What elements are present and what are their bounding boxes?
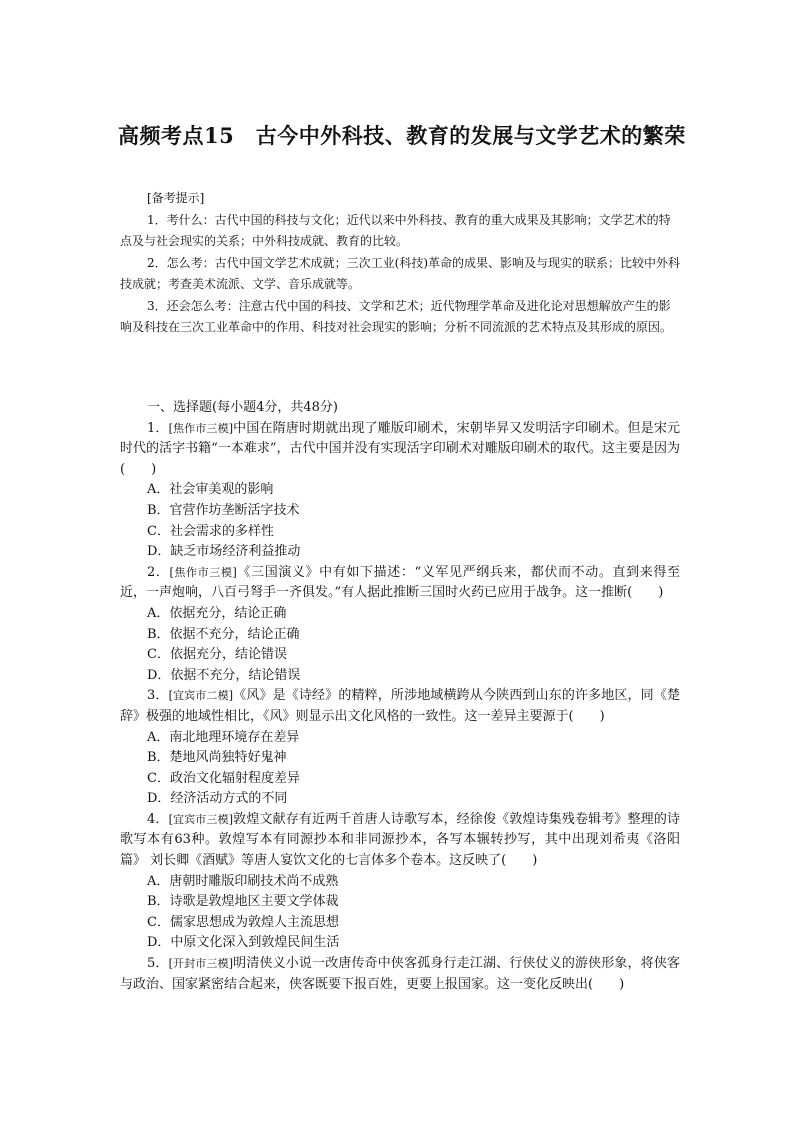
option-d: D．依据不充分，结论错误 (147, 667, 301, 683)
option-a: A．南北地理环境存在差异 (147, 729, 300, 745)
question-source: [焦作市三模] (168, 421, 234, 435)
page-title: 高频考点15 古今中外科技、教育的发展与文学艺术的繁荣 (118, 123, 686, 148)
question-stem (120, 954, 680, 995)
question-text: 明清侠义小说一改唐传奇中侠客孤身行走江湖、行侠仗义的游侠形象，将侠客与政治、国家紧密结合起来，侠客既要下报百姓，更要上报国家。这一变化反映出( ) (120, 956, 680, 992)
question-source: [焦作市三模] (169, 565, 237, 579)
option-b: B．诗歌是敦煌地区主要文学体裁 (147, 894, 339, 910)
option-c: C．依据充分，结论错误 (147, 647, 287, 663)
option-c: C．儒家思想成为敦煌人主流思想 (147, 914, 339, 930)
section-title: 一、选择题(每小题4分，共48分) (147, 400, 338, 415)
question-stem (120, 686, 680, 727)
tips-item: 1．考什么：古代中国的科技与文化；近代以来中外科技、教育的重大成果及其影响；文学艺术的特点及与社会现实的关系；中外科技成就、教育的比较。 (120, 212, 671, 248)
question-text: 敦煌文献存有近两千首唐人诗歌写本，经徐俊《敦煌诗集残卷辑考》整理的诗歌写本有63种。敦煌写本有同源抄本和非同源抄本，各写本辗转抄写，其中出现刘希夷《洛阳篇》 刘长卿《酒赋》等唐人宴饮文化的七言体多个卷本。这反映了( ) (120, 811, 680, 869)
question-source: [开封市三模] (168, 957, 234, 971)
option-a: A．唐朝时雕版印刷技术尚不成熟 (147, 873, 339, 889)
question-number: 5． (147, 956, 169, 972)
option-a: A．依据充分，结论正确 (147, 605, 287, 621)
question-stem (120, 810, 680, 872)
question-text: 《三国演义》中有如下描述：“义军见严纲兵来，都伏而不动。直到来得至近，一声炮响，八百弓弩手一齐俱发。”有人据此推断三国时火药已应用于战争。这一推断( ) (120, 564, 680, 601)
tips-heading: [备考提示] (147, 191, 205, 205)
option-b: B．楚地风尚独特好鬼神 (147, 750, 287, 766)
option-d: D．缺乏市场经济利益推动 (147, 544, 301, 560)
option-b: B．依据不充分，结论正确 (147, 626, 300, 642)
option-d: D．经济活动方式的不同 (147, 791, 288, 807)
question-stem (120, 563, 680, 604)
tips-item: 3．还会怎么考：注意古代中国的科技、文学和艺术；近代物理学革命及进化论对思想解放产生的影响及科技在三次工业革命中的作用、科技对社会现实的影响；分析不同流派的艺术特点及其形成的原因。 (120, 298, 673, 334)
tips-item: 2．怎么考：古代中国文学艺术成就；三次工业(科技)革命的成果、影响及与现实的联系；比较中外科技成就；考查美术流派、文学、音乐成就等。 (120, 255, 681, 291)
exam-tips (120, 188, 680, 339)
option-a: A．社会审美观的影响 (147, 482, 274, 498)
option-b: B．官营作坊垄断活字技术 (147, 502, 300, 518)
question-source: [宜宾市三模] (168, 812, 234, 826)
option-c: C．社会需求的多样性 (147, 523, 274, 539)
question-number: 4． (147, 811, 169, 827)
question-stem (120, 419, 680, 481)
question-list (120, 398, 680, 995)
question-number: 3． (147, 688, 169, 704)
option-c: C．政治文化辐射程度差异 (147, 770, 300, 786)
question-text: 《风》是《诗经》的精粹，所涉地域横跨从今陕西到山东的许多地区，同《楚辞》极强的地域性相比，《风》则显示出文化风格的一致性。这一差异主要源于( ) (120, 688, 680, 724)
question-number: 1． (147, 420, 169, 436)
question-text: 中国在隋唐时期就出现了雕版印刷术，宋朝毕昇又发明活字印刷术。但是宋元时代的活字书籍“一本难求”，古代中国并没有实现活字印刷术对雕版印刷术的取代。这主要是因为( ) (120, 420, 680, 477)
question-number: 2． (147, 564, 170, 580)
question-source: [宜宾市二模] (168, 689, 234, 703)
option-d: D．中原文化深入到敦煌民间生活 (147, 935, 340, 951)
